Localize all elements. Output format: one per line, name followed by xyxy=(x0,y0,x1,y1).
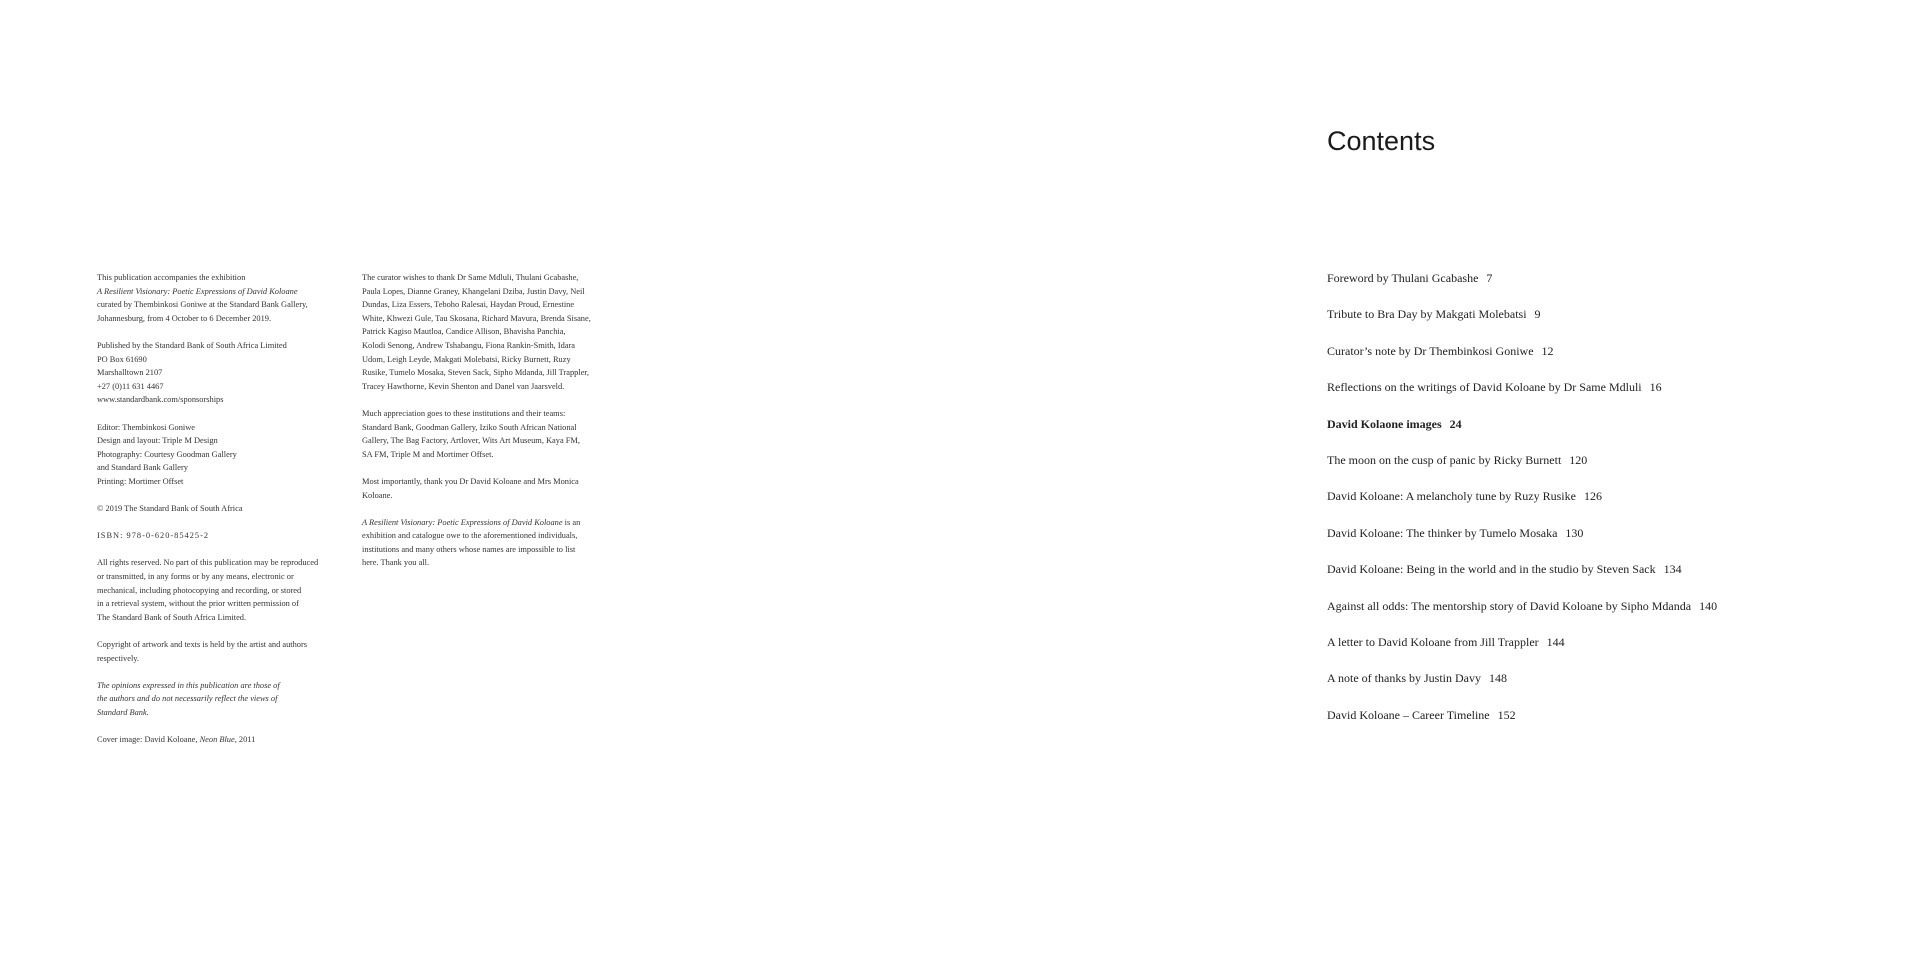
catalogue-note xyxy=(362,516,612,570)
phone: +27 (0)11 631 4467 xyxy=(97,381,164,391)
catalogue-note-line xyxy=(362,516,612,530)
exhibition-title: A Resilient Visionary: Poetic Expressions of David Koloane xyxy=(97,286,298,296)
website: www.standardbank.com/sponsorships xyxy=(97,395,224,405)
toc-entry-title: David Koloane: Being in the world and in the studio by Steven Sack xyxy=(1327,562,1656,577)
disclaimer-line: the authors and do not necessarily reflect the views of xyxy=(97,694,278,704)
catalogue-note-line: exhibition and catalogue owe to the aforementioned individuals, xyxy=(362,531,578,541)
imprint-column xyxy=(97,271,347,760)
dates-line: Johannesburg, from 4 October to 6 December 2019. xyxy=(97,313,272,323)
toc-entry xyxy=(1327,269,1847,305)
toc-entry-title: Foreword by Thulani Gcabashe xyxy=(1327,271,1479,285)
toc-entry xyxy=(1327,633,1847,669)
printing-credit: Printing: Mortimer Offset xyxy=(97,476,184,486)
po-box: PO Box 61690 xyxy=(97,354,147,364)
thanks-line: Kolodi Senong, Andrew Tshabangu, Fiona Rankin-Smith, Idara xyxy=(362,340,576,350)
toc-entry-title: The moon on the cusp of panic by Ricky Burnett xyxy=(1327,452,1562,467)
curated-line: curated by Thembinkosi Goniwe at the Standard Bank Gallery, xyxy=(97,300,308,310)
copyright-block xyxy=(97,502,347,516)
toc-page-number: 148 xyxy=(1489,671,1507,686)
thanks-line: Patrick Kagiso Mautloa, Candice Allison, Bhavisha Panchia, xyxy=(362,327,566,337)
cover-credit-prefix: Cover image: David Koloane, xyxy=(97,735,200,745)
appreciation-line: SA FM, Triple M and Mortimer Offset. xyxy=(362,449,494,459)
toc-page-number: 7 xyxy=(1486,271,1493,285)
toc-entry-title: Curator’s note by Dr Thembinkosi Goniwe xyxy=(1327,343,1534,358)
contents-title: Contents xyxy=(1327,126,1436,156)
rights-line: or transmitted, in any forms or by any means, electronic or xyxy=(97,572,294,582)
copyright: © 2019 The Standard Bank of South Africa xyxy=(97,504,243,514)
appreciation-line: Standard Bank, Goodman Gallery, Iziko South African National xyxy=(362,422,577,432)
toc-entry xyxy=(1327,706,1847,742)
rights-block xyxy=(97,556,347,624)
toc-page-number: 126 xyxy=(1583,489,1602,504)
thanks-line: White, Khwezi Gule, Tau Skosana, Richard Mavura, Brenda Sisane, xyxy=(362,313,591,323)
toc-entry-title: David Koloane: A melancholy tune by Ruzy Rusike xyxy=(1327,489,1576,504)
opinions-disclaimer xyxy=(97,679,347,720)
toc-page-number: 12 xyxy=(1541,343,1554,358)
town: Marshalltown 2107 xyxy=(97,368,163,378)
editor-credit: Editor: Thembinkosi Goniwe xyxy=(97,422,196,432)
thanks-line: Paula Lopes, Dianne Graney, Khangelani Dziba, Justin Davy, Neil xyxy=(362,286,585,296)
toc-entry xyxy=(1327,342,1847,378)
thanks-line: The curator wishes to thank Dr Same Mdluli, Thulani Gcabashe, xyxy=(362,273,579,282)
table-of-contents xyxy=(1327,269,1847,742)
toc-page-number: 130 xyxy=(1565,525,1584,540)
toc-page-number: 144 xyxy=(1546,634,1565,649)
exhibition-note xyxy=(97,271,347,325)
credits-block xyxy=(97,421,347,489)
toc-entry xyxy=(1327,451,1847,487)
catalogue-note-line: here. Thank you all. xyxy=(362,558,430,568)
rights-line: The Standard Bank of South Africa Limited. xyxy=(97,612,247,622)
toc-page-number: 120 xyxy=(1569,452,1588,467)
appreciation-line: Gallery, The Bag Factory, Artlover, Wits Art Museum, Kaya FM, xyxy=(362,436,580,446)
toc-entry xyxy=(1327,378,1847,414)
toc-page-number: 140 xyxy=(1699,598,1718,613)
artwork-copyright-block xyxy=(97,638,347,665)
institution-appreciation xyxy=(362,407,612,461)
toc-page-number: 134 xyxy=(1663,562,1682,577)
toc-entry-title: A letter to David Koloane from Jill Trappler xyxy=(1327,634,1539,649)
toc-entry-title: Tribute to Bra Day by Makgati Molebatsi xyxy=(1327,307,1527,322)
photography-credit-cont: and Standard Bank Gallery xyxy=(97,463,188,473)
rights-line: mechanical, including photocopying and recording, or stored xyxy=(97,585,302,595)
catalogue-note-suffix: is an xyxy=(562,517,581,527)
cover-credit-suffix: , 2011 xyxy=(234,735,256,745)
toc-entry-title: Reflections on the writings of David Koloane by Dr Same Mdluli xyxy=(1327,380,1642,395)
disclaimer-line: Standard Bank. xyxy=(97,708,149,717)
toc-entry-title: David Koloane: The thinker by Tumelo Mosaka xyxy=(1327,525,1558,540)
toc-page-number: 24 xyxy=(1449,416,1462,431)
artwork-copyright-line: Copyright of artwork and texts is held by the artist and authors xyxy=(97,640,308,650)
thanks-line: Tracey Hawthorne, Kevin Shenton and Danel van Jaarsveld. xyxy=(362,381,565,391)
cover-artwork-title: Neon Blue xyxy=(199,735,235,745)
toc-entry xyxy=(1327,597,1847,633)
thanks-line: Dundas, Liza Essers, Teboho Ralesai, Haydan Proud, Ernestine xyxy=(362,300,575,310)
closing-thanks xyxy=(362,475,612,502)
design-credit: Design and layout: Triple M Design xyxy=(97,436,218,446)
toc-entry xyxy=(1327,669,1847,705)
toc-entry xyxy=(1327,560,1847,596)
toc-page-number: 16 xyxy=(1649,380,1662,395)
important-line: Most importantly, thank you Dr David Koloane and Mrs Monica xyxy=(362,476,579,486)
thanks-line: Udom, Leigh Leyde, Makgati Molebatsi, Ricky Burnett, Ruzy xyxy=(362,354,571,364)
acknowledgements-column xyxy=(362,271,612,584)
isbn: ISBN: 978-0-620-85425-2 xyxy=(97,531,210,541)
toc-entry-title: David Koloane – Career Timeline xyxy=(1327,707,1490,722)
isbn-block xyxy=(97,529,347,543)
toc-entry-title: Against all odds: The mentorship story of David Koloane by Sipho Mdanda xyxy=(1327,598,1692,613)
important-line: Koloane. xyxy=(362,490,393,500)
toc-entry xyxy=(1327,305,1847,341)
catalogue-title: A Resilient Visionary: Poetic Expressions of David Koloane xyxy=(362,517,563,527)
rights-line: in a retrieval system, without the prior written permission of xyxy=(97,599,299,609)
toc-entry-title: David Kolaone images xyxy=(1327,416,1442,431)
publisher: Published by the Standard Bank of South Africa Limited xyxy=(97,340,287,350)
photography-credit: Photography: Courtesy Goodman Gallery xyxy=(97,449,237,459)
disclaimer-line: The opinions expressed in this publication are those of xyxy=(97,680,280,690)
toc-entry-title: A note of thanks by Justin Davy xyxy=(1327,671,1481,686)
cover-credit xyxy=(97,733,347,747)
exhibition-intro: This publication accompanies the exhibition xyxy=(97,273,246,282)
toc-entry xyxy=(1327,524,1847,560)
toc-entry xyxy=(1327,415,1847,451)
publisher-block xyxy=(97,339,347,407)
toc-page-number: 152 xyxy=(1497,707,1516,722)
rights-line: All rights reserved. No part of this publication may be reproduced xyxy=(97,558,319,568)
toc-page-number: 9 xyxy=(1534,307,1541,322)
cover-credit-line xyxy=(97,733,347,747)
appreciation-line: Much appreciation goes to these institutions and their teams: xyxy=(362,408,566,418)
thanks-line: Rusike, Tumelo Mosaka, Steven Sack, Sipho Mdanda, Jill Trappler, xyxy=(362,368,589,378)
toc-entry xyxy=(1327,487,1847,523)
curator-thanks xyxy=(362,271,612,393)
artwork-copyright-line: respectively. xyxy=(97,653,140,663)
catalogue-note-line: institutions and many others whose names are impossible to list xyxy=(362,544,576,554)
